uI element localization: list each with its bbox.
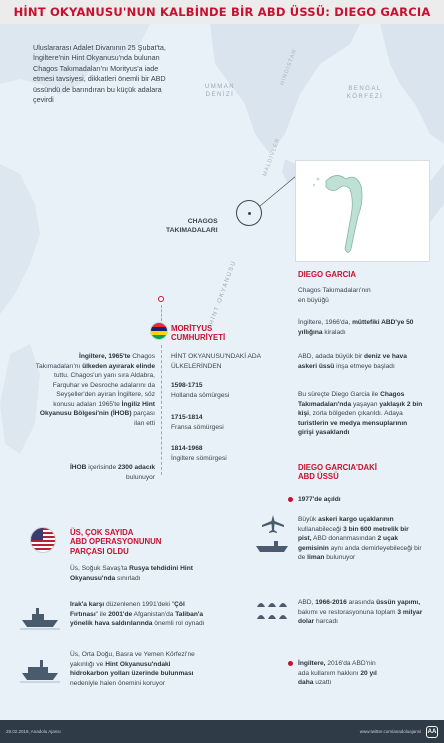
base-extension: İngiltere, 2016'da ABD'nin ada kullanım hakkını 20 yıl daha uzattı xyxy=(298,660,377,687)
diego-garcia-p1: Chagos Takımadaları'nın en büyüğü xyxy=(298,287,371,304)
map-label-arabian-sea: UMMAN DENİZİ xyxy=(204,84,236,98)
history-item-1: 1598-1715 Hollanda sömürgesi xyxy=(171,382,230,399)
us-p2: Irak'a karşı düzenlenen 1991'deki "Çöl Fırtınası" ile 2001'de Afganistan'da Taliban'a yönelik hava saldırılarında önemli rol oynadı xyxy=(70,601,205,628)
map-label-maldives: MALDİVLER xyxy=(262,137,282,178)
base-bullet-1 xyxy=(288,497,293,502)
map-label-india: HİNDİSTAN xyxy=(279,48,299,87)
navy-ship-icon xyxy=(20,655,60,683)
base-facilities: Büyük askeri kargo uçaklarının kullanabileceği 3 bin 600 metrelik bir pist, ABD donanmasından 2 uçak gemisinin aynı anda demirleyebileceği bir de liman bulunuyor xyxy=(298,516,422,562)
footer xyxy=(0,720,444,743)
hangars-icon xyxy=(256,598,290,620)
mauritius-map-pin xyxy=(158,296,164,302)
aa-logo-icon: AA xyxy=(426,726,438,738)
diego-garcia-p3: ABD, adada büyük bir deniz ve hava askeri üssü inşa etmeye başladı xyxy=(298,353,407,370)
base-bullet-4 xyxy=(288,661,293,666)
map-label-indian-ocean: HİNT OKYANUSU xyxy=(208,259,238,326)
mauritius-right-heading: HİNT OKYANUSU'NDAKİ ADA ÜLKELERİNDEN xyxy=(171,353,261,370)
diego-garcia-p2: İngiltere, 1966'da, müttefiki ABD'ye 50 yıllığına kiraladı xyxy=(298,319,414,336)
diego-garcia-title: DIEGO GARCIA xyxy=(298,270,357,279)
diego-garcia-inset-map xyxy=(295,160,430,262)
footer-twitter-link[interactable]: www.twitter.com/anadoluajansi xyxy=(359,729,421,734)
mauritius-islets-text: İHOB içerisinde 2300 adacık bulunuyor xyxy=(69,464,155,481)
mauritius-history-text: İngiltere, 1965'te Chagos Takımadaları'nı ülkeden ayırarak elinde tuttu. Chagos'un yanı sıra Aldabra, Farquhar ve Desroche adalarını da Seyşeller'den ayıran İngiltere, söz konusu adaları 1965'te İngiliz Hint Okyanusu Bölgesi'nin (İHOB) parçası ilan etti xyxy=(35,353,155,427)
aircraft-carrier-icon xyxy=(256,540,288,554)
footer-date-source: 28.02.2019, Anadolu Ajansı xyxy=(6,729,61,734)
base-spending: ABD, 1966-2016 arasında üssün yapımı, bakımı ve restorasyonuna toplam 3 milyar dolar harcadı xyxy=(298,599,423,626)
map-label-bay-of-bengal: BENGAL KÖRFEZİ xyxy=(346,86,384,100)
warship-icon xyxy=(20,602,60,630)
diego-garcia-island-shape xyxy=(296,161,431,263)
locator-connector-line xyxy=(260,176,300,216)
chagos-locator-dot xyxy=(248,212,251,215)
title-bar xyxy=(0,0,444,24)
cargo-plane-icon xyxy=(262,515,284,533)
chagos-label: CHAGOS TAKIMADALARI xyxy=(166,218,218,234)
history-item-2: 1715-1814 Fransa sömürgesi xyxy=(171,414,224,431)
intro-text: Uluslararası Adalet Divanının 25 Şubat'ta, İngiltere'nin Hint Okyanusu'nda bulunan Chagos Takımadaları'nı Morityus'a iade etmesi tavsiyesi, dikkatleri önemli bir ABD üssündü de barındıran bu küçük adalara çevirdi xyxy=(33,43,166,105)
mauritius-title: MORİTYUS CUMHURİYETİ xyxy=(171,324,226,343)
page-title: HİNT OKYANUSU'NUN KALBİNDE BİR ABD ÜSSÜ: DIEGO GARCIA xyxy=(13,5,431,19)
mauritius-flag-icon xyxy=(150,322,168,340)
base-title: DIEGO GARCIA'DAKİ ABD ÜSSÜ xyxy=(298,463,377,482)
us-flag-icon xyxy=(30,527,56,553)
us-p1: Üs, Soğuk Savaş'ta Rusya tehdidini Hint Okyanusu'nda sınırladı xyxy=(70,565,193,582)
mauritius-pin-line xyxy=(161,305,162,321)
base-opened: 1977'de açıldı xyxy=(298,496,341,503)
diego-garcia-p4: Bu süreçte Diego Garcia ile Chagos Takımadaları'nda yaşayan yaklaşık 2 bin kişi, zorla bölgeden çıkarıldı. Adaya turistlerin ve medya mensuplarının girişi yasaklandı xyxy=(298,391,423,437)
mauritius-divider-line xyxy=(161,345,162,475)
history-item-3: 1814-1968 İngiltere sömürgesi xyxy=(171,445,227,462)
us-p3: Üs, Orta Doğu, Basra ve Yemen Körfezi'ne yakınlığı ve Hint Okyanusu'ndaki hidrokarbon yolları üzerinde bulunması nedeniyle halen önemini koruyor xyxy=(70,651,195,687)
us-operations-title: ÜS, ÇOK SAYIDA ABD OPERASYONUNUN PARÇASI OLDU xyxy=(70,528,162,556)
